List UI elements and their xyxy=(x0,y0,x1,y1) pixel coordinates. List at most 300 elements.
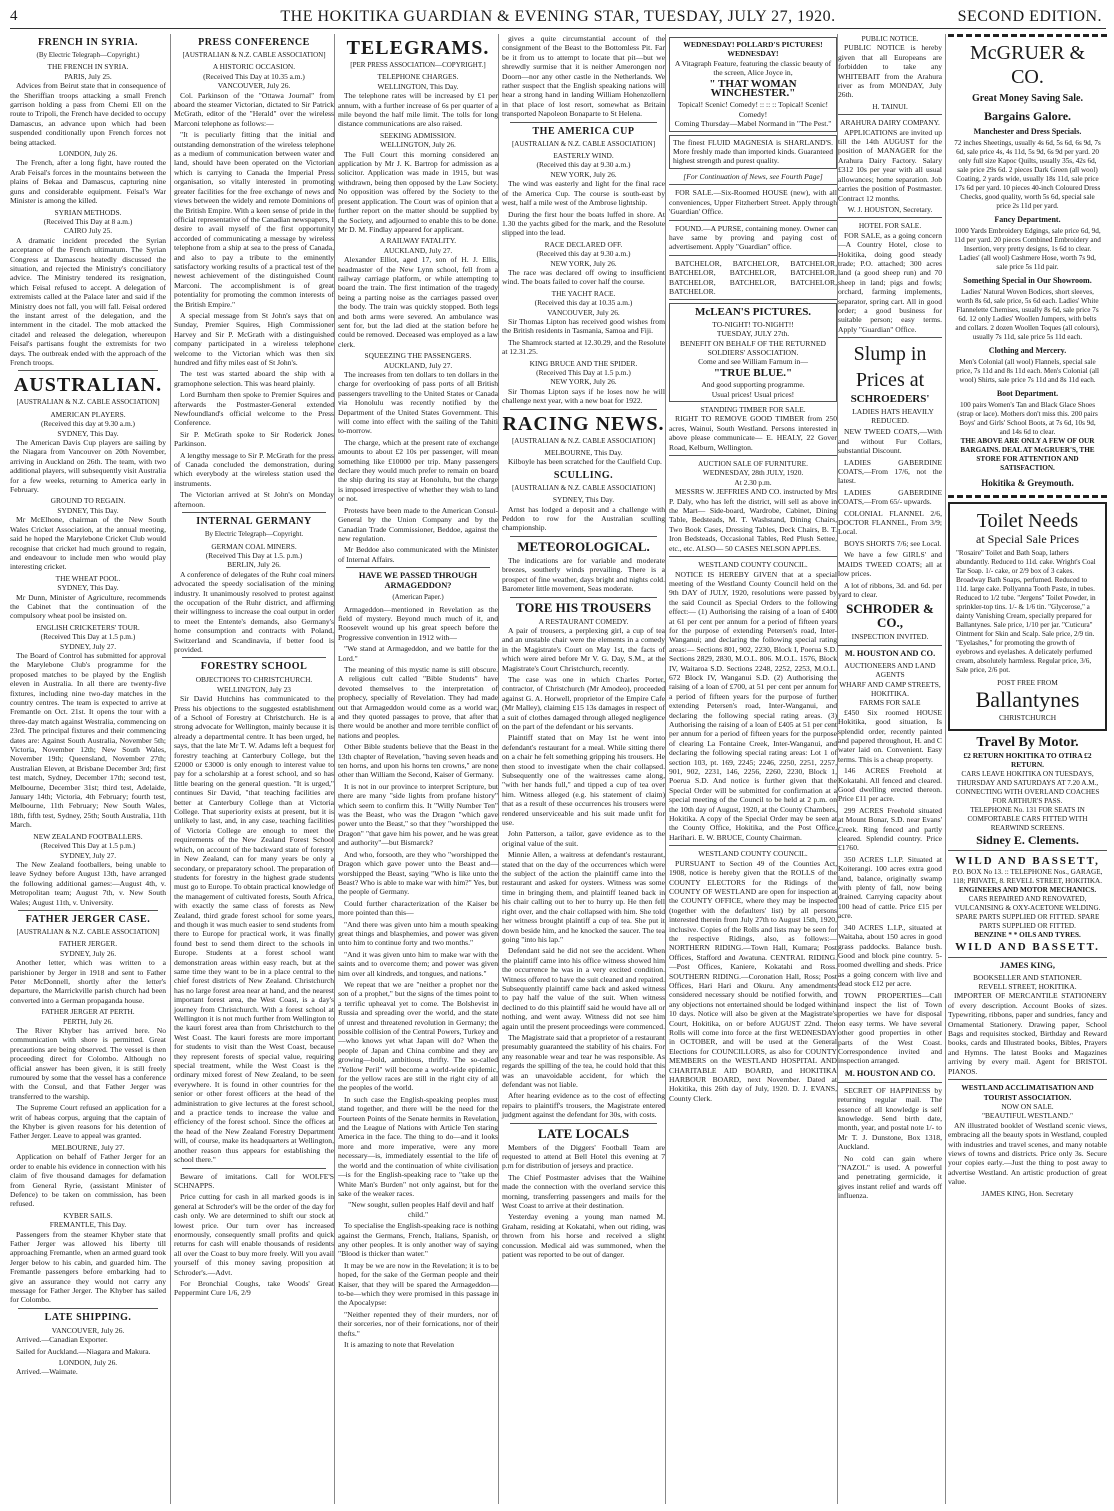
headline-late-locals: LATE LOCALS xyxy=(537,1125,630,1141)
article-paragraph: Sailed for Auckland.—Niagara and Makura. xyxy=(16,1346,151,1356)
article-quote: "New sought, sullen peoples Half devil and half child." xyxy=(348,1200,494,1219)
headline-telegrams: TELEGRAMS. xyxy=(346,37,490,59)
subheading: RACE DECLARED OFF. xyxy=(544,239,623,249)
ad-wild-bassett: WILD AND BASSETT, xyxy=(955,854,1100,867)
divider xyxy=(669,184,837,185)
divider xyxy=(510,597,657,598)
article-paragraph: The telephone rates will be increased by £1 per annum, with a further increase of 6s per quarter of a mile beyond the half mile limit. The tolls for long distance communications are also raised. xyxy=(338,91,498,129)
ad-subheading: Something Special in Our Showroom. xyxy=(963,276,1092,285)
newspaper-title: THE HOKITIKA GUARDIAN & EVENING STAR, TUESDAY, JULY 27, 1920. xyxy=(280,8,836,25)
article-paragraph: Other Bible students believe that the Beast in the 13th chapter of Revelation, "having seven heads and ten horns, and upon his horns ten crowns," are none other than William the Second, Kaiser of Germany. xyxy=(338,742,498,780)
divider xyxy=(669,220,837,221)
headline-french-in-syria: FRENCH IN SYRIA. xyxy=(38,37,138,48)
column-6a xyxy=(838,34,946,1504)
divider xyxy=(510,409,657,410)
ad-text: Men's Colonial (all wool) Flannels, special sale price, 7s 11d and 8s 11d each. Men's Colonial (all wool) Shirts, sale price 7s 11d and 8s 11d each. xyxy=(955,358,1100,384)
article-paragraph: Sir Thomas Lipton has received good wishes from the British residents in Tasmania, Samoa and Fiji. xyxy=(502,316,665,336)
property-listing: 299 ACRES Freehold situated at Mount Bonar, S.D. near Evans' Creek. Ring fenced and partly cleared. Splendid country. Price £1760. xyxy=(838,805,942,853)
subheading: A RESTAURANT COMEDY. xyxy=(538,616,629,626)
ad-mcgruer xyxy=(948,34,1107,498)
property-listing: £450 Six roomed HOUSE Hokitika, good situation, Is splendid order, recently painted and papered throughout, H. and C water laid on. Convenient. Easy terms. This is a cheap property. xyxy=(838,707,942,764)
signature: JAMES KING, Hon. Secretary xyxy=(981,1188,1074,1198)
dateline: AUCKLAND, July 27. xyxy=(383,360,453,370)
divider xyxy=(669,299,837,300)
column-6 xyxy=(837,34,1113,1504)
source-line: [AUSTRALIAN & N.Z. CABLE ASSOCIATION] xyxy=(511,483,656,492)
ad-heading: Great Money Saving Sale. xyxy=(972,93,1083,104)
dateline: PARIS, July 25. xyxy=(64,71,112,81)
article-paragraph: The test was started aboard the ship with a gramophone selection. This was heard plainly. xyxy=(174,369,334,388)
article-paragraph: Yesterday evening a young man named M. Graham, residing at Kokatahi, when out riding, was thrown from his horse and received a slight concussion. Medical aid was summoned, when the patient was reported to be out of danger. xyxy=(502,1212,665,1260)
article-paragraph: "We stand at Armageddon, and we battle for the Lord." xyxy=(338,644,498,663)
article-paragraph: It is not in our province to interpret Scripture, but there are many "side lights from profane history" which seem to confirm this. It "Willy Number Ten" was the Beast, who was the Dragon "which gave power unto the Beast," so that they "worshipped the Dragon" "that gave him his power, and he was great and authority"—but Bismarck? xyxy=(338,781,498,848)
article-paragraph: Protests have been made to the American Consul-General by the Union Company and by the Canadian Trade Commissioner, Beddoe, against the new regulation. xyxy=(338,505,498,543)
ad-text: BOYS SHORTS 7/6; see Local. xyxy=(844,538,942,548)
dateline: VANCOUVER, July 26. xyxy=(217,81,291,91)
ad-pollards-pictures xyxy=(669,37,837,132)
ad-heading: WESTLAND ACCLIMATISATION AND TOURIST ASSOCIATION. xyxy=(961,1083,1094,1102)
ad-subheading: Boot Department. xyxy=(996,389,1059,398)
divider xyxy=(669,455,837,456)
article-paragraph: Armageddon—mentioned in Revelation as the field of mystery. Beyond much much of it, and Roosevelt wound up his great speech before the Progressive convention in 1912 with— xyxy=(338,604,498,642)
article-paragraph: Members of the Diggers' Football Team are requested to attend at Bell Hotel this evening at 7 p.m for distribution of jerseys and practice. xyxy=(502,1142,665,1171)
source-line: By Electric Telegraph—Copyright. xyxy=(204,530,304,539)
dateline: VANCOUVER, July 26. xyxy=(51,1325,125,1335)
ad-heading: WEDNESDAY! POLLARD'S PICTURES! WEDNESDAY! xyxy=(683,40,823,59)
subheading: TELEPHONE CHARGES. xyxy=(377,72,459,82)
article-paragraph: Advices from Beirut state that in consequence of the Sheriffian troops attacking a small French garrison holding a pass from Chemi Ell on the route to Tripoli, the French have decided to occupy Damascus, an advance upon which had been suspended conditionally upon French forces not being attacked. xyxy=(10,81,166,147)
source-line: [AUSTRALIAN & N.Z. CABLE ASSOCIATION] xyxy=(182,51,326,59)
article-paragraph: Arrived.—Waimate. xyxy=(16,1367,78,1377)
headline-press-conference: PRESS CONFERENCE xyxy=(198,37,310,48)
ad-james-king: JAMES KING, xyxy=(1000,960,1055,970)
notice-paragraph: Beware of imitations. Call for WOLFE'S SCHNAPPS. xyxy=(174,1171,334,1190)
article-paragraph: The Victorian arrived at St John's on Monday afternoon. xyxy=(174,490,334,509)
divider xyxy=(510,1123,657,1124)
subheading: FATHER JERGER. xyxy=(58,939,118,949)
ad-text: IMPORTER OF MERCANTILE STATIONERY of every description. Account Books of sizes. Typewriting, ribbons, paper and sundries, fancy and Ornamental Stationery. Drawing paper, School Bags and requisites stocked, Birthday and Reward books, cards and Illustrated books, Bibles, Prayers and Hymns. The latest Books and Magazines arriving by every mail. Agent for BRISTOL PIANOS. xyxy=(948,991,1107,1076)
divider xyxy=(346,567,490,568)
ad-text: CARS REPAIRED AND RENOVATED, VULCANISING & OXY-ACETONE WELDING. xyxy=(954,894,1101,912)
ad-slump-heading: Slump in xyxy=(853,343,927,366)
divider xyxy=(838,645,942,646)
ad-mcleans-pictures xyxy=(669,303,837,402)
public-notice: PUBLIC NOTICE is hereby given that all Europeans are forbidden to take any WHITEBAIT from the Arahura river as from MONDAY, July 26th. xyxy=(838,43,942,100)
ad-text: A Vitagraph Feature, featuring the classic beauty of the screen, Alice Joyce in, xyxy=(674,58,832,78)
source-line: [AUSTRALIAN & N.Z. CABLE ASSOCIATION] xyxy=(511,436,656,445)
ad-text: LADIES GABERDINE COATS,—From 17/6, not the latest. xyxy=(838,457,942,486)
subheading: GROUND TO REGAIN. xyxy=(50,496,126,506)
property-listing: 350 ACRES L.I.P. Situated at Koiterangi. 100 acres extra good land, balance, originally swamp with plenty of fall, now being drained. Carrying capacity about 100 head of cattle. Price £15 per acre. xyxy=(838,854,942,921)
ad-text: Usual prices! Usual prices! xyxy=(711,389,795,399)
ad-text: LADIES HATS HEAVILY REDUCED. xyxy=(852,406,934,425)
source-line: [AUSTRALIAN & N.Z. CABLE ASSOCIATION] xyxy=(511,139,656,148)
dateline: MELBOURNE, This Day. xyxy=(544,448,623,458)
article-paragraph: gives a quite circumstantial account of the consignment of the Beast to the Bottomless Pit. Far be it from us to attempt to locate that pit—but we shrewdly surmise that it is neither Amerongen nor Doorn—nor any other castle in the Netherlands. We rather suspect that the English speaking nations will hear a strong hand in landing William Hohenzollern in that place of lost resort, somewhat as Britain transported Napoleon Bonaparte to St Helena. xyxy=(502,34,665,119)
article-paragraph: Could further characterization of the Kaiser be more pointed than this— xyxy=(338,898,498,918)
article-paragraph: "Neither repented they of their murders, nor of their sorceries, nor of their fornications, nor of their thefts." xyxy=(338,1309,498,1338)
ad-text: At 2.30 p.m. xyxy=(734,477,772,487)
property-listing: TOWN PROPERTIES—Call and inspect the list of Town properties we have for disposal on easy terms. We have several other good properties in other parts of the West Coast. Correspondence invited and inspection arranged. xyxy=(838,990,942,1066)
ad-text: TO-NIGHT! TO-NIGHT!! xyxy=(712,319,794,329)
received-line: (Received this day at 9.30 a.m.) xyxy=(536,160,631,170)
article-paragraph: The Full Court this morning considered an application by Mr J. K. Bartrop for admission as a solicitor. Application was made in 1915, but was withdrawn, being then opposed by the Law Society. No opposition was offered by the Society to the present application. The Court was of opinion that a further report on the matter should be supplied by the Society, and adjourned to enable this to be done. Mr D. M. Findlay appeared for applicant. xyxy=(338,149,498,234)
masthead xyxy=(10,6,1106,29)
article-paragraph: A conference of delegates of the Ruhr coal miners advocated the speedy socialisation of the mining industry. It unanimously resolved to protest against the occupation of the Ruhr district, and affirming their willingness to increase the coal output in order to meet the Entente's demands, also Germany's home consumption and contracts with Poland, Switzerland and Scandinavia, if better food is provided. xyxy=(174,569,334,654)
dateline: WELLINGTON, July 23 xyxy=(217,684,291,694)
ad-heading: at Special Sale Prices xyxy=(976,532,1079,546)
classified-ad: SECRET OF HAPPINESS by returning regular mail. The essence of all knowledge is self knowledge. Send birth date, month, year, and postal note 1/- to Mr T. J. Dunstone, Box 1318, Auckland. xyxy=(838,1085,942,1152)
ad-text: TUESDAY, JULY 27th. xyxy=(716,329,790,339)
subheading: THE FRENCH IN SYRIA. xyxy=(47,62,129,72)
signature: H. TAINUI. xyxy=(872,101,908,111)
divider xyxy=(18,1308,158,1309)
ad-text: TELEPHONE No. 131 FOR SEATS IN COMFORTABLE CARS FITTED WITH REARWIND SCREENS. xyxy=(967,805,1088,832)
ad-heading: Bargains Galore. xyxy=(983,109,1072,123)
subheading: HOTEL FOR SALE. xyxy=(858,221,922,231)
received-line: (Received this day at 9.30 a.m.) xyxy=(41,419,135,429)
subheading: KYBER SAILS. xyxy=(63,1210,113,1220)
ad-houston-heading: M. HOUSTON AND CO. xyxy=(844,1068,936,1078)
article-paragraph: Passengers from the steamer Khyber state that Father Jerger was allowed his liberty till approaching Fremantle, when an armed guard took Jerger below to his cabin, and guarded him. The Fremantle passengers before embarking had to give an assurance they would not carry any message for Father Jerger. The Khyber has sailed for Colombo. xyxy=(10,1229,166,1305)
article-paragraph: To specialise the English-speaking race is nothing against the Germans, French, Italians, Spanish, or any other peoples. It is only another way of saying "Blood is thicker than water." xyxy=(338,1221,498,1259)
divider xyxy=(510,536,657,537)
received-line: (Received This Day at 1.5 p.m.) xyxy=(40,841,136,851)
ad-text: Ladies' Natural Woven Bodices, short sleeves, worth 8s 6d, sale price, 5s 6d each. Ladies' White Flannelette Chemises, usually 8s 6d, sale price 7s 6d. 12 only Ladies' Woollen Jumpers, with belts and collars. 2 dozen Woollen Toques (all colours), usually 7s 11d, sale price 5s 11d each. xyxy=(955,288,1100,341)
article-paragraph: The race was declared off owing to insufficient wind. The boats failed to cover half the course. xyxy=(502,267,665,287)
ad-text: WHARF AND CAMP STREETS, HOKITIKA. xyxy=(839,679,941,698)
ad-subheading: Clothing and Mercery. xyxy=(988,346,1067,355)
ad-text: BOOKSELLER AND STATIONER. xyxy=(973,972,1082,982)
ad-slump-heading: Prices at xyxy=(855,369,925,392)
ad-text: A lot of ribbons, 3d. and 6d. per yard to clear. xyxy=(838,580,942,599)
ad-subheading: Fancy Department. xyxy=(994,215,1061,224)
article-paragraph: The Chief Postmaster advises that the Waihine made the connection with the overland service this morning, transferring passengers and mails for the West Coast to arrive at their destination. xyxy=(502,1172,665,1211)
dateline: MELBOURNE, July 27. xyxy=(51,1142,125,1152)
classified-ad: FOR SALE.—Six-Roomed HOUSE (new), with all conveniences, Upper Fitzherbert Street. Apply through 'Guardian' Office. xyxy=(669,188,837,217)
subheading: GERMAN COAL MINERS. xyxy=(211,541,297,551)
subheading: AMERICAN PLAYERS. xyxy=(50,409,126,419)
ad-text: 72 inches Sheetings, usually 4s 6d, 5s 6d, 6s 9d, 7s 6d, sale price 4s, 4s 11d, 5s 9d, 6s 9d per yard. 20 only full size Kapoc Quilts, usually 35s, 42s 6d, sale price 29s 6d. 2 pieces Dark Green (all wool) Coating, 2 yards wide, usually 18s 11d, sale price 17s 6d per yard. 10 pieces 40-inch Coloured Dress Checks, good quality, worth 5s 6d, special sale price 2s 11d per yard. xyxy=(954,139,1101,210)
subheading: ENGLISH CRICKETERS' TOUR. xyxy=(36,622,140,632)
dateline: LONDON, July 26. xyxy=(58,149,118,159)
dateline: NEW YORK, July 26. xyxy=(550,377,617,387)
subheading: A RAILWAY FATALITY. xyxy=(379,236,457,246)
ad-text: Come and see William Farnum in— xyxy=(698,357,808,367)
column-3 xyxy=(334,34,501,1504)
property-listing: 146 ACRES Freehold at Kokatahi. All fenced and cleared. Good dwelling erected thereon. Price £11 per acre. xyxy=(838,766,942,804)
dateline: SYDNEY, This Day. xyxy=(57,505,119,515)
ad-subheading: Manchester and Dress Specials. xyxy=(973,127,1082,136)
classified-ad: FOR SALE, as a going concern—A Country Hotel, close to Hokitika, doing good steady trade; P.O. attached; 300 acres land (a good sheep run) and 70 sheep in land; pigs and fowls; orchard, farming implements, separator, spring cart. All in good order; a good business for suitable person; easy terms. Apply "Guardian" Office. xyxy=(838,230,942,334)
divider xyxy=(948,1079,1107,1080)
classified-ad: BATCHELOR, BATCHELOR, BATCHELOR, BATCHELOR, BATCHELOR, BATCHELOR, BATCHELOR, BATCHELOR, BATCHELOR, BATCHELOR. xyxy=(669,258,837,296)
article-paragraph: The case was one in which Charles Porter, contractor, of Christchurch (Mr Amodeo), proceeded against G. A. Horwell, proprietor of the Empire Cafe (Mr Malley), claiming £15 13s damages in respect of a suit of clothes damaged through alleged negligence on the part of the defendant or his servants. xyxy=(502,674,665,731)
ad-magnesia: The finest FLUID MAGNESIA is SHARLAND'S. More freshly made than imported kinds. Guaranteed highest strength and purest quality. xyxy=(669,135,837,169)
subheading: STANDING TIMBER FOR SALE. xyxy=(700,405,806,414)
article-paragraph: Mr Dunn, Minister of Agriculture, recommends the Cabinet that the continuation of the compulsory wheat pool be insisted on. xyxy=(10,592,166,621)
dateline: SYDNEY, This Day. xyxy=(57,583,119,593)
subheading: SEEKING ADMISSION. xyxy=(380,130,456,140)
ad-text: 1000 Yards Embroidery Edgings, sale price 6d, 9d, 11d per yard. 20 pieces Combined Embroidery and Insertion, very pretty designs, 1s 6d to clear. Ladies' (all wool) Cashmere Hose, worth 7s 9d, sale price 5s 11d pair. xyxy=(954,227,1101,271)
dateline: PERTH, July 26. xyxy=(62,1016,114,1026)
ad-text: "BEAUTIFUL WESTLAND." xyxy=(981,1111,1074,1121)
source-line: (By Electric Telegraph—Copyright.) xyxy=(36,51,140,59)
article-paragraph: Defendant said he did not see the accident. When the plaintiff came into his office witness showed him the occurrence he was in a very excited condition. Witness offered to have the suit cleaned and repaired. Subsequently plaintiff came back and asked witness to pay half the value of the suit. When witness declined to do this plaintiff said he would have all or nothing, and went away. Witness did not see him again until the present proceedings were commenced. xyxy=(502,946,665,1031)
article-paragraph: It may be we are now in the Revelation; it is to be hoped, for the sake of the German people and their Kaiser, that they will be spared the Armageddon—to-be—which they were promised in this passage in the Apocalypse: xyxy=(338,1260,498,1308)
article-paragraph: We repeat that we are "neither a prophet nor the son of a prophet," but the signs of the times point to a terrific upheaval yet to come. The Bolshevist in Russia and spreading over the world, and the state of unrest and threatened revolution in Germany; the possible collision of the Central Powers, Turkey and—who knows yet what Japan will do? When the people of Japan and China combine and they are growing—bold, ambitious, thrifty. The so-called "Yellow Peril" will become a world-wide epidemic, for the yellow races are still in the right city of all the peoples of the world. xyxy=(338,979,498,1093)
dateline: LONDON, July 26. xyxy=(58,1358,118,1367)
ad-location: Hokitika & Greymouth. xyxy=(981,478,1074,488)
ad-text: CHRISTCHURCH xyxy=(998,713,1057,723)
article-paragraph: The Magistrate said that a proprietor of a restaurant presumably guaranteed the stability of his chairs. For any reasonable wear and tear he was responsible. As regards the spilling of the tea, he could hold that this was an unavoidable accident, for which the defendant was not liable. xyxy=(502,1032,665,1089)
dateline: SYDNEY, July 27. xyxy=(59,641,117,651)
classified-ad: MESSRS W. JEFFRIES AND CO. instructed by Mrs P. Daly, who has left the district, will sell as above in the Mart— Side-board, Wardrobe, Cabinet, Dining Table, Bedsteads, M. T. Washstand, Dining Chairs, Two Book Cases, Dressing Tables, Deck Chairs, B. T. Iron Bedsteads, Occasional Tables, Red Plush Settee, etc., etc. ALSO— 50 CASES NELSON APPLES. xyxy=(669,487,837,553)
ad-text: AN illustrated booklet of Westland scenic views, embracing all the beauty spots in Westland, coupled with industries and travel scenes, and many notable views of towns and districts. Price only 3s. Secure your copies early.—Just the thing to post away to advertise Westland. An artistic production of great value. xyxy=(948,1120,1107,1187)
classified-ad: No cold can gain where "NAZOL" is used. A powerful and penetrating germicide, it gives instant relief and wards off influenza. xyxy=(838,1153,942,1201)
edition-label: SECOND EDITION. xyxy=(957,8,1102,25)
headline-forestry-school: FORESTRY SCHOOL xyxy=(200,661,308,673)
ad-store-name: SCHRODER & CO., xyxy=(846,601,934,631)
article-paragraph: The charge, which at the present rate of exchange amounts to about £2 10s per passenger, will mean something like £10000 per trip. Many passengers declare they would much prefer to remain on board the ship during its stay at Honolulu, but the charge is imposed irrespective of whether they wish to land or not. xyxy=(338,437,498,504)
subheading: A HISTORIC OCCASION. xyxy=(212,62,296,72)
received-line: (Received This Day at 1.5 p.m.) xyxy=(536,368,631,377)
article-paragraph: The indications are for variable and moderate breezes, southerly winds prevailing. There is a prospect of fine weather, days bright and nights cold. Barometer little movement, Seas moderate. xyxy=(502,555,665,594)
article-paragraph: And who, forsooth, are they who "worshipped the Dragon which gave power unto the Beast and—worshipped the Beast, saying "Who is like unto the Beast? Who is able to make war with him?" Yes, but the people of Germany. xyxy=(338,849,498,897)
received-line: (Received This Day at 8 a.m.) xyxy=(43,216,133,226)
subheading: THE WHEAT POOL. xyxy=(55,573,121,583)
source-line: [AUSTRALIAN & N.Z. CABLE ASSOCIATION] xyxy=(16,398,160,407)
dateline: BERLIN, July 26. xyxy=(227,560,281,570)
article-paragraph: The Board of Control has submitted for approval the Marylebone Club's programme for the proposed matches to be played by the English eleven in Australia. In all there are twenty-five fixtures, including nine two-day matches in the country centres. The team is expected to arrive at Fremantle on Oct. 21st. It opens the tour with a three-day match against Westralia, commencing on 23rd. The principal fixtures and their commencing dates are: Against South Australia, November 5th; Victoria, November 12th; New South Wales, November 19th; Queensland, November 27th; Australian Eleven, at Brisbane December 3rd; first test match, Sydney, December 17th; second test, Melbourne, December 31st; third test, Adelaide, January 14th; Victoria, 4th February; fourth test, Melbourne, 11th February; New South Wales, 18th, fifth test, Sydney, 25th; South Australia, 11th March. xyxy=(10,650,166,830)
received-line: (Received this day at 10.35 a.m.) xyxy=(534,298,633,308)
article-paragraph: Alexander Elliot, aged 17, son of H. J. Ellis, headmaster of the New Lynn school, fell from a railway carriage platform, or while attempting to board the train. The first intimation of the tragedy being a parting noise as the carriages passed over the body. The train was quickly stopped. Both legs and both arms were severed. An ambulance was sent for, but the lad died at the station before he could be removed. Deceased was employed as a law clerk. xyxy=(338,255,498,349)
article-paragraph: In such case the English-speaking peoples must stand together, and there will be the need for the Fourteen Points of the Senate hermits in Revelation, and the League of Nations with Article Ten staring America in the face. The thing to do—and it looks more and more imperative, were any more necessary—is, immediately essential to the life of the world and the continuation of white civilisation—is for the English-speaking race to "take up the White Man's Burden" not only against, but for the sake of the weaker races. xyxy=(338,1094,498,1198)
ad-text: REVELL STREET, HOKITIKA. xyxy=(978,982,1077,992)
subheading: KING BRUCE AND THE SPIDER. xyxy=(529,358,638,368)
ad-text: FARMS FOR SALE xyxy=(859,698,921,708)
column-2 xyxy=(170,34,337,1504)
dateline: SYDNEY, This Day. xyxy=(552,495,615,505)
classified-ad: RIGHT TO REMOVE GOOD TIMBER from 250 acres, Wainui, South Westland. Persons interested in above please communicate— E. HEALY, 22 Gover Road, Kelburn, Wellington. xyxy=(669,414,837,452)
article-paragraph: A dramatic incident preceded the Syrian acceptance of the French ultimatum. The Syrian Congress at Damascus heatedly discussed the situation, and rejected the Ministry's conciliatory advice. The Ministry tendered its resignation, which Feisal refused to accept. A delegation of extremists called at the Palace later and said if the Ministry does not fall, you will fall. Feisal ordered the instant arrest of the delegation, and the internment in the citadel. The mob attacked the citadel and released the delegation, whereupon Feisal's partisans fought the extremists for two days. The outbreak ended with the approach of the French troops. xyxy=(10,235,166,367)
article-paragraph: It is amazing to note that Revelation xyxy=(344,1340,455,1349)
divider xyxy=(948,850,1107,851)
divider xyxy=(182,657,326,658)
subheading: WESTLAND COUNTY COUNCIL. xyxy=(698,560,808,570)
source-line: [PER PRESS ASSOCIATION—COPYRIGHT.] xyxy=(350,61,486,69)
ad-text: "Rosaire" Toilet and Bath Soap, lathers abundantly. Reduced to 11d. cake. Wright's Coal Tar Soap. 1/- cake, or 2/9 box of 3 cakes. Broadway Bath Soaps, perfumed. Reduced to 11d. large cake. Pollyanna Tooth Paste, in tubes. Reduced to 1/2 tube. "Jergens" Toilet Powder, in sprinkler-top tins. 1/- & 1/6 tin. "Glycerose," a dainty Vanishing Cream, specially prepared for Ballantynes. Sale price, 1/10 per jar. "Cuticura" Ointment for Skin and Scalp. Sale price, 2/9 tin. "Eyelashes," for promoting the growth of eyebrows and eyelashes. A delicately perfumed cream, absolutely harmless. Regular price, 3/6, Sale price, 2/6 pot. xyxy=(956,549,1096,674)
continuation-note: [For Continuation of News, see Fourth Page] xyxy=(683,171,823,181)
subheading: SYRIAN METHODS. xyxy=(54,207,122,217)
subheading: AUCTION SALE OF FURNITURE. xyxy=(697,459,809,469)
public-notice: APPLICATIONS are invited up till the 14th AUGUST for the position of MANAGER for the Arahura Dairy Factory. Salary £312 10s per year with all usual allowances; home separation. Job carries the position of Postmaster. Contract 12 months. xyxy=(838,127,942,203)
signature: W. J. HOUSTON, Secretary. xyxy=(847,204,933,214)
subheading: THE YACHT RACE. xyxy=(551,288,616,298)
article-paragraph: Mr Beddoe also communicated with the Minister of Internal Affairs. xyxy=(338,545,498,564)
ad-text: NEW TWEED COATS,—With and without Fur Collars, substantial Discount. xyxy=(838,427,942,456)
ad-houston-heading: M. HOUSTON AND CO. xyxy=(844,648,936,658)
subheading: NEW ZEALAND FOOTBALLERS. xyxy=(33,831,143,841)
article-paragraph: A pair of trousers, a perplexing girl, a cup of tea and an unstable chair were the elements in a comedy in the Magistrate's Court on May 1st, the facts of which were aired before Mr V. G. Day, S.M., at the Magistrate's Court Christchurch, recently. xyxy=(502,625,665,673)
ad-text: INSPECTION INVITED. xyxy=(851,632,929,642)
article-paragraph: The increases from ten dollars to ten dollars in the charge for overlooking of pass ports of all British passengers travelling to the United States or Canada via Honolulu was recently notified by the Department of the United States Government. This will come into effect with the sailing of the Tahiti to-morrow. xyxy=(338,370,498,436)
notice-paragraph: For Bronchial Coughs, take Woods' Great Peppermint Cure 1/6, 2/9 xyxy=(174,1278,334,1298)
dateline: NEW YORK, July 26. xyxy=(550,258,617,268)
divider xyxy=(838,217,942,218)
ad-heading: McLEAN'S PICTURES. xyxy=(694,306,812,319)
headline-internal-germany: INTERNAL GERMANY xyxy=(196,516,312,528)
public-notice: NOTICE IS HEREBY GIVEN that at a special meeting of the Westland County Council held on the 9th DAY of JULY, 1920, resolutions were passed by the said Council as Special Orders to the following effect:— (1) Authorising the raising of a loan of £400 at 61 per cent per annum for a period of fifteen years for the purpose of extending Petersen's road, Inter-Wanganui; and declaring the following special rating areas:— Sections 801, 902, 2230, Block I, Poerua S.D. Sections 2829, 2830, M.O.L. 806. M.O.L. 1576, Block IV, Waitaroa S.D. Sections 2248, 2252, 2253, M.O.L. 672 Block IV, Wanganui S.D. (2) Authorising the raising of a loan of £700, at 51 per cent per annum for a period of fifteen years for the purpose of further extending Petersen's road, Inter-Wanganui, and declaring the following special rating areas. (3) Authorising the raising of a loan of £405 at 51 per cent per annum for a period of fifteen years for the purpose of clearing La Fontaine Creek, Inter-Wanganui, and declaring the following special rating areas: Lot 1 of section 103, pt. 169, 2245; 2246, 2250, 2251, 2257, 901, 902, 2231, 146, 2256, 2260, 2230, Block 1, Poerua S.D. And notice is further given that the Special Order will be submitted for confirmation at a special meeting of the Council to be held at 2 p.m. on the 10th day of August, 1920, at the County Chambers, Hokitika. A copy of the Special Order may be seen at the County Office, Hokitika, and the Post Office, Harihari. E. W. BRUCE, County Chairman. xyxy=(669,569,837,842)
ad-text: ENGINEERS AND MOTOR MECHANICS. xyxy=(958,885,1097,894)
ad-text: CARS LEAVE HOKITIKA ON TUESDAYS, THURSDAY AND SATURDAYS AT 7.20 A.M., CONNECTING WITH OVERLAND COACHES FOR ARTHUR'S PASS. xyxy=(955,769,1100,805)
subheading: SQUEEZING THE PASSENGERS. xyxy=(364,351,472,361)
ad-clements-name: Sidney E. Clements. xyxy=(976,832,1079,847)
ad-text: 100 pairs Women's Tan and Black Glace Shoes (strap or lace). Mothers don't miss this. 200 pairs Boys' and Girls' School Boots, at 7s 6d, 10s 9d, and 14s 6d to clear. xyxy=(957,401,1098,436)
divider xyxy=(510,122,657,123)
ad-text: £2 RETURN HOKITIKA TO OTIRA £2 RETURN. xyxy=(963,750,1092,770)
article-paragraph: Sir Thomas Lipton says if he loses now he will challenge next year, with a new boat for 1922. xyxy=(502,386,665,406)
classified-ad: FOUND.—A PURSE, containing money. Owner can have same by proving and paying cost of advertisement. Apply "Guardian" office. xyxy=(669,223,837,252)
public-notice: PURSUANT to Section 49 of the Counties Act, 1908, notice is hereby given that the ROLLS of the COUNTY ELECTORS for the Ridings of the COUNTY OF WESTLAND are open for inspection at the COUNTY OFFICE, where they may be inspected (together with the defaulters' list) by all persons interested therein from July 27th to August 15th, 1920, inclusive. Copies of the Rolls and lists may be seen for the respective Ridings, also, as follows:— NORTHERN RIDING.—Town Hall, Kumara; Post Offices, Stafford and Awatuna. CENTRAL RIDING.—Post Offices, Kaniere, Kokatahi and Ross. SOUTHERN RIDING.—Coronation Hall, Ross; Post Offices, Hari Hari and Okuru. Any amendments considered necessary should be notified forwith, and any objections not entertained should be lodged within 10 days. Notice will also be given at the Magistrate's Court, Hokitika, on or before AUGUST 22nd. The Rolls will come into force at the first WEDNESDAY in OCTOBER, and will be used at the General Elections for COUNCILLORS, as also for COUNTY MEMBERS on the WESTLAND HOSPITAL AND CHARITABLE AID BOARD, and HOKITIKA HARBOUR BOARD, next November. Dated at Hokitika, this 26th day of July, 1920. D. J. EVANS, County Clerk. xyxy=(669,858,837,1103)
article-paragraph: The American Davis Cup players are sailing by the Niagara from Vancouver on 20th November, arriving in Auckland on 26th. The team, with two additional players, will subsequently visit Australia for a few weeks, returning to America early in February. xyxy=(10,438,166,495)
ad-travel-by-motor: Travel By Motor. xyxy=(976,734,1079,750)
divider xyxy=(669,255,837,256)
article-paragraph: "And it was given unto him to make war with the saints and to overcome them; and power was given him over all kindreds, and tongues, and nations." xyxy=(338,949,498,978)
divider xyxy=(182,1168,326,1169)
ad-store-name: SCHROEDERS' xyxy=(850,393,930,406)
column-6b xyxy=(948,34,1107,1504)
divider xyxy=(838,114,942,115)
ad-text: SPARE PARTS SUPPLIED OR FITTED. SPARE PARTS SUPPLIED OR FITTED. xyxy=(955,912,1100,930)
divider xyxy=(182,512,326,513)
dateline: SYDNEY, This Day. xyxy=(57,428,119,438)
headline-america-cup: THE AMERICA CUP xyxy=(532,125,635,137)
notice-paragraph: Price cutting for cash in all marked goods is in general at Schroder's will be the order of the day for cash only. We are determined to shift our stock at lowest price. Our turn over has increased enormously, consequently small profits and quick returns for cash will enable thousands of residents all over the Coast to buy more freely. Will you avail yourself of this money saving proposition at Schroder's.—Advt. xyxy=(174,1192,334,1277)
headline-father-jerger-case: FATHER JERGER CASE. xyxy=(25,913,151,925)
article-paragraph: The meaning of this mystic name is still obscure. A religious cult called "Bible Students" have devoted themselves to the interpretation of prophecy, specially of Revelation. They had made out that Armageddon would come as a world war, and they quoted passages to prove, that after that there would be another and more terrible conflict of nations and peoples. xyxy=(338,664,498,740)
ad-film-title: "TRUE BLUE." xyxy=(713,366,793,379)
article-paragraph: The French, after a long fight, have routed the Arab Feisal's forces in the mountains between the plains of Bekaa and Damascus, capturing nine guns and considerable equipment. Feisal's War Minister is among the killed. xyxy=(10,158,166,206)
received-line: (Received This Day at 10.35 a.m.) xyxy=(203,71,305,81)
ad-heading: Toilet Needs xyxy=(976,510,1079,532)
article-paragraph: Kilboyle has been scratched for the Caulfield Cup. xyxy=(508,457,662,467)
ad-text: NOW ON SALE. xyxy=(1001,1101,1054,1111)
article-paragraph: During the first hour the boats luffed in shore. At 1.30 the yachts gibed for the mark, and the Resolute slipped into the lead. xyxy=(502,209,665,238)
article-paragraph: Application on behalf of Father Jerger for an order to enable his evidence in connection with his claim of five thousand damages for defamation from General Ryrie, (assistant Minister of Defence) to be taken on commission, has been refused. xyxy=(10,1152,166,1209)
ad-text: BENZINE * * OILS AND TYRES. xyxy=(974,930,1081,939)
divider xyxy=(838,1082,942,1083)
divider xyxy=(18,370,158,371)
ad-wild-bassett: WILD AND BASSETT. xyxy=(955,940,1100,953)
divider xyxy=(838,337,942,338)
headline-racing-news: RACING NEWS. xyxy=(502,412,665,435)
article-paragraph: Col. Parkinson of the "Ottawa Journal" from aboard the steamer Victorian, dictated to Sir Patrick McGrath, editor of the "Herald" over the wireless Marconi telephone as follows:— xyxy=(174,90,334,128)
ad-text: AUCTIONEERS AND LAND AGENTS xyxy=(844,660,936,680)
headline-armageddon: HAVE WE PASSED THROUGH ARMAGEDDON? xyxy=(358,571,478,591)
article-paragraph: "It is peculiarly fitting that the initial and outstanding demonstration of the wireless telephone as a medium of communication between water and land, should have been operated on the Victorian which is carrying to Canada the Imperial Press organisation, so vitally interested in promoting greater facilities for the free exchange of news and views between the widely and remote Dominions of the British Empire. With a keen sense of pride in the official representative of the Canadian newspapers, I desire to avail myself of the first opportunity accorded of communicating a message by wireless telephone from a ship at sea to the press of Canada, and also to pay a tribute to the eminently satisfactory working results of a practical test of the newest achievement of the distinguished Count Marconi. The accomplishment is of great potentiality for promoting the common interests of the British Empire." xyxy=(174,130,334,309)
dateline: SYDNEY, July 26. xyxy=(59,948,117,958)
divider xyxy=(18,910,158,911)
dateline: WELLINGTON, July 26. xyxy=(380,140,456,150)
headline-sculling: SCULLING. xyxy=(553,469,614,481)
source-line: [AUSTRALIAN & N.Z. CABLE ASSOCIATION] xyxy=(16,927,160,936)
subheading: WESTLAND COUNTY COUNCIL. xyxy=(698,849,808,859)
ad-ballantynes-name: Ballantynes xyxy=(975,687,1080,713)
article-paragraph: A special message from St John's says that on Sunday, Premier Squires, High Commissioner Harvey and Sir P. McGrath with a distinguished company participated in a wireless telephone welcome to the Victorian which was then six hundred and fifty miles east of St John's. xyxy=(174,310,334,367)
article-paragraph: Minnie Allen, a waitress at defendant's restaurant, stated that on the day of the occurrences which were the subject of the action the plaintiff came into the restaurant and asked for oysters. Witness was some time in bringing them, and plaintiff leaned back in his chair calling out to her to hurry up. He then fell right over, and the chair collapsed with him. She told her witness brought plaintiff a cup of tea. She put it down beside him, and he knocked the saucer. The tea going "into his lap." xyxy=(502,850,665,944)
headline-meteorological: METEOROLOGICAL. xyxy=(517,538,650,554)
article-paragraph: "And there was given unto him a mouth speaking great things and blasphemies, and power was given unto him to continue forty and two months." xyxy=(338,919,498,948)
article-paragraph: Another letter, which was written to a parishioner by Jerger in 1918 and sent to Father Peter McDonnell, shortly after the letter's departure, the Marrickville parish church had been converted into a German propaganda house. xyxy=(10,958,166,1005)
article-paragraph: Arrived.—Canadian Exporter. xyxy=(16,1335,108,1345)
dateline: FREMANTLE, This Day. xyxy=(49,1220,127,1230)
dateline: WELLINGTON, This Day. xyxy=(377,81,459,91)
ad-text: BENEFIT ON BEHALF OF THE RETURNED SOLDIERS' ASSOCIATION. xyxy=(680,338,826,357)
column-1 xyxy=(10,34,169,1504)
subheading: ARAHURA DAIRY COMPANY. xyxy=(840,118,940,128)
article-paragraph: Sir David Hutchins has communicated to the Press his objections to the suggested establishment of a School of Forestry at Christchurch. He is a strong advocate for Wellington, mainly because it is already a departmental centre. It has been urged, he says, that the late Mr T. W. Adams left a bequest for forestry teaching at Canterbury College, but the £2000 or £3000 is only enough to interest value to pay for a scholarship at a forest school, and so has little bearing on the general question. "It is urged," continues Sir David, "that teaching facilities are better at Canterbury College than at Victoria College. That superiority exists at present, but it is unlikely to last, and, in any case, teaching facilities of Victoria College are enough to meet the requirements of the New Zealand Forest School which, on account of the backward state of forestry in New Zealand, can for many years be only a secondary, or preparatory school. The preparation of students for forestry in the highest grade students must go to Europe. To obtain practical knowledge of the management of cultivated forests, South Africa, with exactly the same class of forests as New Zealand, third grade forest school for some years, and though it was much easier to send students from there to Europe for practical work, it was finally found best to send them direct to the schools in Europe. Students at a forest school want demonstration areas within easy reach, but at the same time they want to be in a place central to the chief forest districts of New Zealand. Christchurch has no large forest area near at hand, and the nearest important forest area, the West Coast, is a day's journey from Christchurch. With a forest school at Wellington it is not much further from Wellington to the kauri forest area than from Christchurch to the West Coast. The kauri forests are more important for students to visit than the West Coast, because they represent forests of special value, requiring special treatment, while the West Coast is the ordinary mixed forest of New Zealand, to be seen everywhere. It is found in other countries for the senior or other forest officers at the head of the administration to give lectures at the forest school, and a practice tends to increase the value and efficiency of the forest school. Since the offices at the head of the New Zealand Forestry Department will, of course, make its headquarters at Wellington, another reason thus appears for establishing the school there." xyxy=(174,694,334,1165)
article-paragraph: The wind was easterly and light for the final race of the America Cup. The course is south-east by west, half a mile west of the Ambrose lightship. xyxy=(502,179,665,208)
ad-text: And good supporting programme. xyxy=(701,380,805,390)
divider xyxy=(948,957,1107,958)
article-paragraph: After hearing evidence as to the cost of effecting repairs to plaintiff's trousers, the Magistrate entered judgment against the defendant for 30s, with costs. xyxy=(502,1091,665,1120)
article-paragraph: John Patterson, a tailor, gave evidence as to the original value of the suit. xyxy=(502,829,665,848)
ad-mcgruer-name: McGRUER & CO. xyxy=(970,42,1085,88)
divider xyxy=(669,845,837,846)
article-paragraph: Sir P. McGrath spoke to Sir Roderick Jones Parkinson. xyxy=(174,429,334,449)
article-paragraph: Lord Burnham then spoke to Premier Squires and afterwards the Postmaster-General extended Newfoundland's official welcome to the Press Conference. xyxy=(174,390,334,428)
received-line: (Received This Day at 1.5. p.m.) xyxy=(205,550,303,560)
dateline: AUCKLAND, July 27. xyxy=(383,245,453,255)
dateline: SYDNEY, July 27. xyxy=(59,850,117,860)
subheading: FATHER JERGER AT PERTH. xyxy=(41,1007,135,1017)
headline-tore-his-trousers: TORE HIS TROUSERS xyxy=(515,599,652,615)
article-paragraph: The River Khyber has arrived here. No communication with shore is permitted. Great precautions are being observed. The vessel is then proceeding direct for Colombo. Although no official answer has been given, it is still freely rumoured by some that the vessel has a conference with the Consul, and that Father Jerger was transferred to the warship. xyxy=(10,1026,166,1101)
divider xyxy=(669,556,837,557)
headline-australian: AUSTRALIAN. xyxy=(13,374,163,397)
article-paragraph: Mr McElhone, chairman of the New South Wales Cricket Association, at the annual meeting, said he hoped the Marylebone Cricket Club would recognise that cricket had much ground to regain, and endeavour to include men who would play interesting cricket. xyxy=(10,515,166,572)
ad-text: THE ABOVE ARE ONLY A FEW OF OUR BARGAINS. DEAL AT McGRUER'S, THE STORE FOR ATTENTION AND SATISFACTION. xyxy=(960,437,1095,472)
ad-text: POST FREE FROM xyxy=(997,678,1058,687)
property-listing: 340 ACRES L.I.P., situated at Waitaha, about 150 acres in good grass paddocks. Balance bush. Good and block pine country. 5-roomed dwelling and sheds. Price as a going concern with live and dead stock £12 per acre. xyxy=(838,922,942,989)
column-5 xyxy=(665,34,840,1504)
ad-text: Coming Thursday—Mabel Normand in "The Pest." xyxy=(674,119,832,129)
subheading: OBJECTIONS TO CHRISTCHURCH. xyxy=(195,675,313,685)
dateline: VANCOUVER, July 26. xyxy=(547,307,620,317)
received-line: (Received this day at 9.30 a.m.) xyxy=(536,249,631,259)
ad-text: We have a few GIRLS' and MAIDS TWEED COATS; all at low prices. xyxy=(838,550,942,579)
dateline: NEW YORK, July 26. xyxy=(550,169,617,179)
ad-text: Topical! Scenic! Comedy! :: :: :: Topical! Scenic! Comedy! xyxy=(678,100,828,119)
ad-text: COLONIAL FLANNEL 2/6, DOCTOR FLANNEL, From 3/9; Local. xyxy=(838,508,942,537)
article-paragraph: A lengthy message to Sir P. McGrath for the press of Canada concluded the demonstration, during which everybody at the wireless station used the instruments. xyxy=(174,450,334,488)
column-4 xyxy=(498,34,668,1504)
ad-text: P.O. BOX No 13. :: TELEPHONE Nos., GARAGE, 118; PRIVATE, 8. REVELL STREET, HOKITIKA. xyxy=(952,867,1103,885)
subheading: EASTERLY WIND. xyxy=(553,151,614,161)
article-paragraph: The Shamrock started at 12.30.29, and the Resolute at 12.31.25. xyxy=(502,337,665,357)
ad-text: WEDNESDAY, 28th JULY, 1920. xyxy=(702,468,804,478)
article-paragraph: Plaintiff stated that on May 1st he went into defendant's restaurant for a meal. While sitting there on a chair he felt something gripping his trousers. He then stood to investigate when the chair collapsed. Subsequently one of the waitresses came along, "with her hands full," and tipped a cup of tea over him. Witness alleged (e.g. his statement of claim) that as a result of these occurrences his trousers were rendered unserviceable and his suit made unfit for use. xyxy=(502,733,665,828)
ad-toilet-needs xyxy=(948,502,1107,731)
article-paragraph: The Supreme Court refused an application for a writ of habeas corpus, arguing that the captain of the Khyber is given reasons for his detention of Father Jerger. Leave to appeal was granted. xyxy=(10,1103,166,1141)
received-line: (Received This Day at 1.5 p.m.) xyxy=(40,632,136,642)
article-paragraph: The New Zealand footballers, being unable to leave Sydney before August 13th, have arranged the following additional games:—August 4th, v. Metropolitan team; August 7th, v. New South Wales; August 11th, v. University. xyxy=(10,859,166,907)
ad-film-title: " THAT WOMAN WINCHESTER." xyxy=(709,77,797,100)
source-line: (American Paper.) xyxy=(392,593,444,602)
page-number: 4 xyxy=(10,8,18,24)
article-paragraph: Arnst has lodged a deposit and a challenge with Peddon to row for the Australian sculling championship. xyxy=(502,504,665,533)
